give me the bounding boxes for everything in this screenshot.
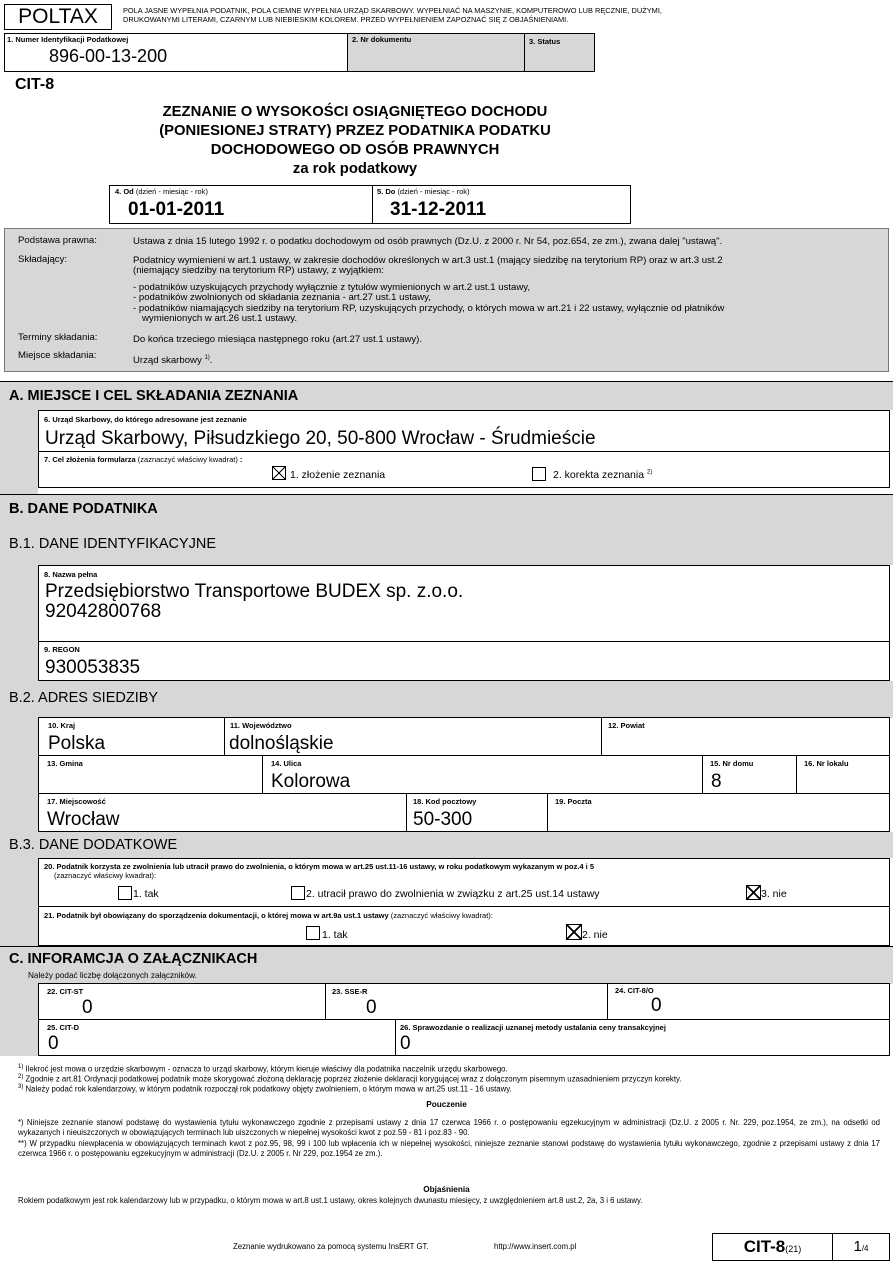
poltax-logo: POLTAX bbox=[4, 4, 112, 30]
title-line-2: (PONIESIONEJ STRATY) PRZEZ PODATNIKA PODATKU bbox=[159, 123, 551, 139]
footer-printed: Zeznanie wydrukowano za pomocą systemu InsERT GT. bbox=[233, 1242, 429, 1251]
purpose-label: 7. Cel złożenia formularza (zaznaczyć właściwy kwadrat) : bbox=[44, 455, 243, 464]
section-b1-indent bbox=[0, 565, 38, 682]
full-name-field[interactable] bbox=[38, 565, 890, 642]
doc-number-field bbox=[347, 33, 525, 72]
header-instruction-2: DRUKOWANYMI LITERAMI, CZARNYM LUB NIEBIESKIM KOLOREM. PRZED WYPEŁNIENIEM ZAPOZNAĆ SIĘ Z OBJAŚNIENIAMI. bbox=[123, 15, 569, 24]
period-from-field[interactable] bbox=[109, 185, 373, 224]
tax-office-value: Urząd Skarbowy, Piłsudzkiego 20, 50-800 Wrocław - Śrudmieście bbox=[45, 428, 596, 449]
city-label: 17. Miejscowość bbox=[47, 797, 106, 806]
exemption-no-checkbox[interactable] bbox=[746, 885, 761, 900]
transfer-pricing-report-field[interactable] bbox=[395, 1019, 890, 1056]
footer-form-version: (21) bbox=[785, 1244, 802, 1254]
voivodeship-label: 11. Województwo bbox=[230, 721, 292, 730]
postal-code-value: 50-300 bbox=[413, 809, 473, 830]
section-c-indent bbox=[0, 984, 38, 1056]
exemption-question-label: 20. Podatnik korzysta ze zwolnienia lub utracił prawo do zwolnienia, o którym mowa w art.25 ust.11-16 ustawy, w roku podatkowym wykazanym w poz.4 i 5 bbox=[44, 862, 595, 871]
title-line-1: ZEZNANIE O WYSOKOŚCI OSIĄGNIĘTEGO DOCHODU bbox=[162, 104, 548, 120]
footnote-3: $^{3)}$ Należy podać rok kalendarzowy, w którym podatnik rozpoczął rok podatkowy objęty zwolnieniem, o którym mowa w art.25 ust.11 - 16 ustawy. bbox=[18, 1084, 512, 1094]
basis-label: Podstawa prawna: bbox=[18, 235, 97, 246]
documentation-no-label: 2. nie bbox=[582, 929, 608, 941]
county-field[interactable] bbox=[601, 717, 890, 756]
cit-d-label: 25. CIT-D bbox=[47, 1023, 80, 1032]
section-b3-header: B.3. DANE DODATKOWE bbox=[0, 832, 893, 858]
purpose-correction-label: 2. korekta zeznania $^{2)}$ bbox=[553, 469, 653, 481]
section-b-header: B. DANE PODATNIKA bbox=[0, 494, 893, 523]
cit-8o-label: 24. CIT-8/O bbox=[615, 986, 654, 995]
full-name-line-1: Przedsiębiorstwo Transportowe BUDEX sp. z.o.o. bbox=[45, 581, 464, 602]
sse-r-value: 0 bbox=[366, 997, 377, 1018]
section-a-header: A. MIEJSCE I CEL SKŁADANIA ZEZNANIA bbox=[0, 381, 893, 410]
exemption-yes-checkbox[interactable] bbox=[118, 886, 132, 900]
postal-code-label: 18. Kod pocztowy bbox=[413, 797, 477, 806]
deadline-label: Terminy składania: bbox=[18, 332, 98, 343]
voivodeship-field[interactable] bbox=[224, 717, 602, 756]
pouczenie-2: **) W przypadku niewpłacenia w obowiązujących terminach kwot z poz.95, 98, 99 i 100 lub wpłacenia ich w niepełnej wysokości, niniejsze zeznanie stanowi podstawę do wystawienia tytułu wykonawczego, zgodnie z przepisami ustawy z dnia 17 czerwca 1966 r. o postępowaniu egzekucyjnym w administracji (Dz.U. z 2005 r. Nr 229, poz.1954 ze zm.). bbox=[18, 1139, 880, 1158]
exemption-lost-label: 2. utracił prawo do zwolnienia w związku z art.25 ust.14 ustawy bbox=[306, 888, 600, 900]
nip-label: 1. Numer Identyfikacji Podatkowej bbox=[7, 35, 129, 44]
full-name-line-2: 92042800768 bbox=[45, 601, 162, 622]
post-office-label: 19. Poczta bbox=[555, 797, 592, 806]
section-c-hint: Należy podać liczbę dołączonych załączników. bbox=[28, 971, 197, 980]
footnote-2: $^{2)}$ Zgodnie z art.81 Ordynacji podatkowej podatnik może skorygować złożoną deklarację poprzez złożenie deklaracji korygującej wraz z dołączonym pisemnym uzasadnieniem przyczyn korekty. bbox=[18, 1074, 682, 1084]
regon-field[interactable] bbox=[38, 641, 890, 681]
pouczenie-title: Pouczenie bbox=[426, 1100, 467, 1109]
city-field[interactable] bbox=[38, 793, 407, 832]
nip-value: 896-00-13-200 bbox=[49, 46, 168, 66]
purpose-filing-label: 1. złożenie zeznania bbox=[290, 469, 386, 481]
footer-page-total: /4 bbox=[861, 1244, 869, 1253]
documentation-question-label: 21. Podatnik był obowiązany do sporządzenia dokumentacji, o której mowa w art.9a ust.1 ustawy (zaznaczyć właściwy kwadrat): bbox=[44, 911, 493, 920]
place-label: Miejsce składania: bbox=[18, 350, 97, 361]
flat-number-field[interactable] bbox=[796, 755, 890, 794]
house-number-field[interactable] bbox=[702, 755, 797, 794]
period-to-value: 31-12-2011 bbox=[390, 199, 487, 220]
postal-code-field[interactable] bbox=[406, 793, 548, 832]
deadline-text: Do końca trzeciego miesiąca następnego roku (art.27 ust.1 ustawy). bbox=[133, 334, 423, 345]
cit-st-label: 22. CIT-ST bbox=[47, 987, 84, 996]
place-text: Urząd skarbowy $^{1)}$. bbox=[133, 355, 213, 367]
sse-r-field[interactable] bbox=[325, 983, 608, 1020]
country-value: Polska bbox=[48, 733, 106, 754]
cit-8o-field[interactable] bbox=[607, 983, 890, 1020]
objasnienia-1: Rokiem podatkowym jest rok kalendarzowy lub w przypadku, o którym mowa w art.8 ust.1 ustawy, okres kolejnych dwunastu miesięcy, z uwzględnieniem art.8 ust.2, 2a, 3 i 6 ustawy. bbox=[18, 1196, 643, 1205]
documentation-question-field bbox=[38, 906, 890, 946]
documentation-yes-checkbox[interactable] bbox=[306, 926, 320, 940]
post-office-field[interactable] bbox=[547, 793, 890, 832]
status-field bbox=[524, 33, 595, 72]
period-to-label: 5. Do (dzień - miesiąc - rok) bbox=[377, 187, 470, 196]
cit-d-value: 0 bbox=[48, 1033, 59, 1054]
exemption-yes-label: 1. tak bbox=[133, 888, 159, 900]
basis-text: Ustawa z dnia 15 lutego 1992 r. o podatku dochodowym od osób prawnych (Dz.U. z 2000 r. Nr 54, poz.654, ze zm.), zwana dalej "ustawą". bbox=[133, 236, 723, 247]
regon-value: 930053835 bbox=[45, 657, 141, 678]
form-code: CIT-8 bbox=[15, 76, 55, 93]
status-label: 3. Status bbox=[529, 37, 561, 46]
cit-8o-value: 0 bbox=[651, 995, 662, 1016]
tax-office-field[interactable] bbox=[38, 410, 890, 452]
footer-page-box bbox=[832, 1233, 890, 1261]
regon-label: 9. REGON bbox=[44, 645, 80, 654]
street-label: 14. Ulica bbox=[271, 759, 302, 768]
cit-d-field[interactable] bbox=[38, 1019, 396, 1056]
documentation-no-checkbox[interactable] bbox=[566, 924, 582, 940]
commune-field[interactable] bbox=[38, 755, 263, 794]
section-b1-header: B.1. DANE IDENTYFIKACYJNE bbox=[0, 523, 893, 565]
house-number-label: 15. Nr domu bbox=[710, 759, 754, 768]
tax-office-label: 6. Urząd Skarbowy, do którego adresowane jest zeznanie bbox=[44, 415, 247, 424]
commune-label: 13. Gmina bbox=[47, 759, 83, 768]
section-a-indent bbox=[0, 410, 38, 494]
street-field[interactable] bbox=[262, 755, 703, 794]
filer-text: Podatnicy wymienieni w art.1 ustawy, w zakresie dochodów określonych w art.3 ust.1 (mający siedzibę na terytorium RP) oraz w art.3 ust.2 (niemający siedziby na terytorium RP) ustawy, z wyjątkiem: - podatników uzyskujących przychody wyłącznie z tytułów wymienionych w art.2 ust.1 ustawy, - podatników zwolnionych od składania zeznania - art.27 ust.1 ustawy, - podatników niamających siedziby na terytorium RP, uzyskujących przychody, o których mowa w art.21 i 22 ustawy, wyłącznie od płatników wymienionych w art.26 ust.1 ustawy. bbox=[133, 255, 725, 325]
country-label: 10. Kraj bbox=[48, 721, 76, 730]
period-to-field[interactable] bbox=[372, 185, 631, 224]
exemption-lost-checkbox[interactable] bbox=[291, 886, 305, 900]
house-number-value: 8 bbox=[711, 771, 722, 792]
doc-number-label: 2. Nr dokumentu bbox=[352, 35, 412, 44]
filer-label: Składający: bbox=[18, 254, 68, 265]
county-label: 12. Powiat bbox=[608, 721, 645, 730]
section-c-header: C. INFORAMCJA O ZAŁĄCZNIKACH bbox=[0, 946, 893, 984]
cit-st-value: 0 bbox=[82, 997, 93, 1018]
footer-url[interactable]: http://www.insert.com.pl bbox=[494, 1242, 577, 1251]
full-name-label: 8. Nazwa pełna bbox=[44, 570, 98, 579]
period-from-label: 4. Od (dzień - miesiąc - rok) bbox=[115, 187, 208, 196]
header-instruction-1: POLA JASNE WYPEŁNIA PODATNIK, POLA CIEMNE WYPEŁNIA URZĄD SKARBOWY. WYPEŁNIAĆ NA MASZYNIE, KOMPUTEROWO LUB RĘCZNIE, DUŻYMI, bbox=[123, 6, 662, 15]
flat-number-label: 16. Nr lokalu bbox=[804, 759, 849, 768]
footnote-1: $^{1)}$ Ilekroć jest mowa o urzędzie skarbowym - oznacza to urząd skarbowy, którym kieruje właściwy dla podatnika naczelnik urzędu skarbowego. bbox=[18, 1064, 508, 1074]
voivodeship-value: dolnośląskie bbox=[229, 733, 334, 754]
city-value: Wrocław bbox=[47, 809, 120, 830]
period-from-value: 01-01-2011 bbox=[128, 199, 225, 220]
section-b3-indent bbox=[0, 858, 38, 946]
exemption-question-hint: (zaznaczyć właściwy kwadrat): bbox=[54, 871, 157, 880]
section-b2-indent bbox=[0, 718, 38, 832]
footer-form-code: CIT-8 bbox=[743, 1237, 786, 1256]
sse-r-label: 23. SSE-R bbox=[332, 987, 368, 996]
country-field[interactable] bbox=[38, 717, 225, 756]
title-line-3: DOCHODOWEGO OD OSÓB PRAWNYCH bbox=[210, 142, 500, 158]
exemption-no-label: 3. nie bbox=[761, 888, 787, 900]
form-title bbox=[0, 103, 710, 179]
title-line-4: za rok podatkowy bbox=[292, 161, 418, 177]
section-b2-header: B.2. ADRES SIEDZIBY bbox=[0, 681, 893, 718]
footer-page: 1 bbox=[853, 1238, 862, 1255]
pouczenie-1: *) Niniejsze zeznanie stanowi podstawę do wystawienia tytułu wykonawczego zgodnie z przepisami ustawy z dnia 17 czerwca 1966 r. o postępowaniu egzekucyjnym w administracji (Dz.U. z 2005 r. Nr. 229, poz.1954, ze zm.), na odsetki od wykazanych i nieuiszczonych w obowiązujących terminach lub uiszczonych w niepełnej wysokości kwot z poz.59 - 81 i poz.83 - 90. bbox=[18, 1118, 880, 1137]
nip-field[interactable] bbox=[4, 33, 348, 72]
transfer-pricing-report-value: 0 bbox=[400, 1033, 411, 1054]
footer-form-box bbox=[712, 1233, 833, 1261]
objasnienia-title: Objaśnienia bbox=[423, 1185, 470, 1194]
street-value: Kolorowa bbox=[271, 771, 351, 792]
purpose-correction-checkbox[interactable] bbox=[532, 467, 546, 481]
purpose-filing-checkbox[interactable] bbox=[272, 466, 286, 480]
purpose-field bbox=[38, 451, 890, 488]
cit-st-field[interactable] bbox=[38, 983, 326, 1020]
documentation-yes-label: 1. tak bbox=[322, 929, 348, 941]
transfer-pricing-report-label: 26. Sprawozdanie o realizacji uznanej metody ustalania ceny transakcyjnej bbox=[400, 1023, 666, 1032]
